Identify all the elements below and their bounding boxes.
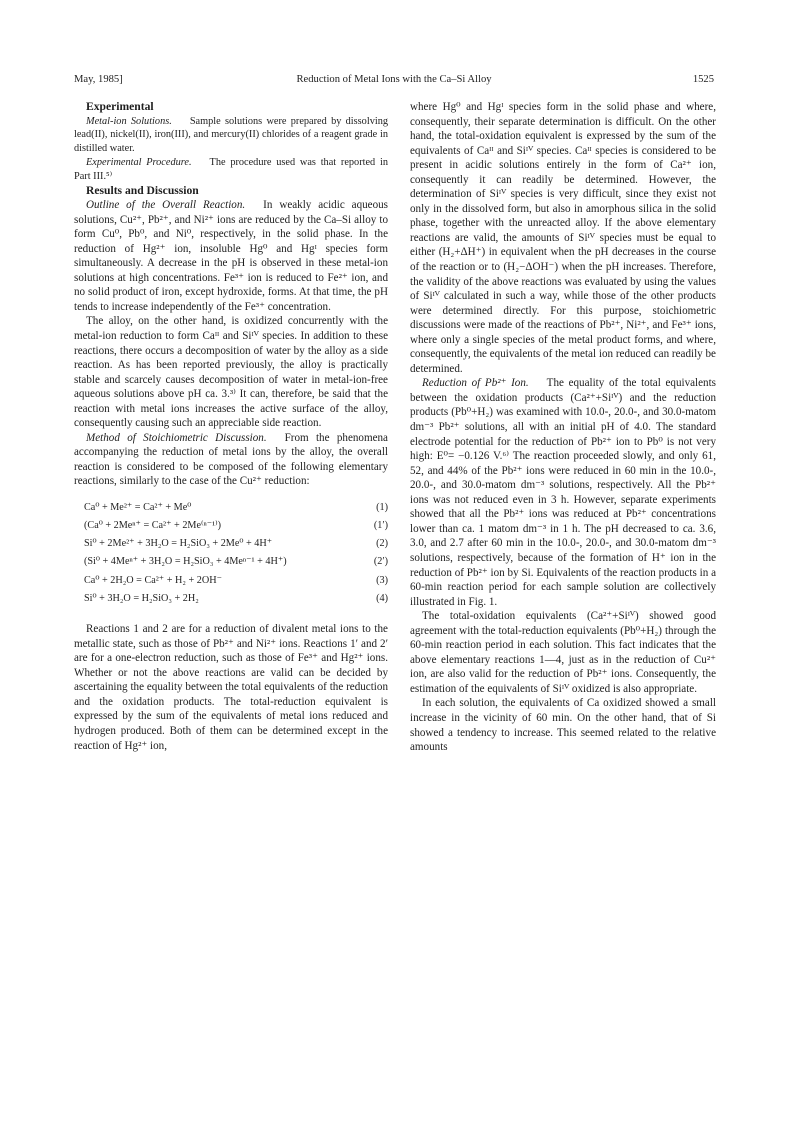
equation-expr: Si⁰ + 2Me²⁺ + 3H₂O = H₂SiO₃ + 2Me⁰ + 4H⁺ bbox=[84, 538, 273, 550]
equation-block bbox=[84, 499, 388, 608]
paragraph-text: The procedure used was that reported in Part III.⁵⁾ bbox=[74, 156, 388, 182]
page-number: 1525 bbox=[692, 74, 714, 85]
equation-number: (4) bbox=[376, 592, 388, 604]
paragraph-outline bbox=[74, 198, 388, 314]
header-date: May, 1985] bbox=[74, 74, 123, 85]
paragraph-metal-ion-solutions bbox=[74, 115, 388, 156]
equation-expr: Si⁰ + 3H₂O = H₂SiO₃ + 2H₂ bbox=[84, 592, 199, 604]
paragraph-method bbox=[74, 431, 388, 489]
left-column bbox=[74, 100, 388, 753]
runin-heading: Experimental Procedure. bbox=[86, 156, 192, 168]
equation-row bbox=[84, 535, 388, 553]
equation-expr: (Ca⁰ + 2Meⁿ⁺ = Ca²⁺ + 2Me⁽ⁿ⁻¹⁾) bbox=[84, 520, 222, 532]
runin-heading: Outline of the Overall Reaction. bbox=[86, 199, 246, 212]
paragraph-procedure bbox=[74, 156, 388, 184]
runin-heading: Metal-ion Solutions. bbox=[86, 115, 172, 127]
paragraph-text: Sample solutions were prepared by dissolving lead(II), nickel(II), iron(III), and mercury(II) chlorides of a reagent grade in distilled water. bbox=[74, 115, 388, 155]
equation-row bbox=[84, 499, 388, 517]
equation-number: (2′) bbox=[373, 556, 388, 568]
equation-number: (1) bbox=[376, 501, 388, 513]
paragraph-alloy: The alloy, on the other hand, is oxidized concurrently with the metal-ion reduction to form Caᴵᴵ and Siᴵⱽ species. In addition to these reactions, there occurs a decomposition of water by the alloy as a side reaction. As has been reported previously, the alloy is practically stable and scarcely causes decomposition of water in metal-ion-free aqueous solutions above pH ca. 3.³⁾ It can, therefore, be said that the reaction with metal ions increases the active surface of the alloy, consequently causing such an appreciable side reaction. bbox=[74, 315, 388, 430]
equation-row bbox=[84, 572, 388, 590]
equation-expr: (Si⁰ + 4Meⁿ⁺ + 3H₂O = H₂SiO₃ + 4Meⁿ⁻¹ + 4H⁺) bbox=[84, 556, 287, 568]
runin-heading: Reduction of Pb²⁺ Ion. bbox=[422, 377, 529, 390]
paragraph-text: The equality of the total equivalents between the oxidation products (Ca²⁺+Siᴵⱽ) and the reduction products (Pb⁰+H₂) was examined with 10.0-, 20.0-, and 30.0-matom dm⁻³ Pb²⁺ solutions, all with an initial pH of 4.0. The standard electrode potential for the reduction of Pb²⁺ ion to Pb⁰ is not very high: E⁰= −0.126 V.⁶⁾ The reaction proceeded slowly, and only 61, 52, and 44% of the Pb²⁺ ions were reduced in 60 min in the 10.0-, 20.0-, and 30.0-matom dm⁻³ solutions, respectively. All the Pb²⁺ ions was not reduced even in 3 h. However, separate experiments showed that all the Pb²⁺ ions was reduced at Pb²⁺ concentrations lower than ca. 1 matom dm⁻³ in 1 h. The pH decreased to ca. 3.6, 3.0, and 2.7 after 60 min in the 10.0-, 20.0-, and 30.0-matom dm⁻³ solutions, respectively, because of the formation of H⁺ ion in the reduction of Pb²⁺ ion by Si. Equivalents of the reaction products in a 60-min reaction period for each sample solution are collectively illustrated in Fig. 1. bbox=[410, 377, 716, 608]
section-title-results: Results and Discussion bbox=[86, 183, 199, 197]
runin-heading: Method of Stoichiometric Discussion. bbox=[86, 431, 267, 444]
equation-expr: Ca⁰ + 2H₂O = Ca²⁺ + H₂ + 2OH⁻ bbox=[84, 574, 222, 586]
paragraph-text: In weakly acidic aqueous solutions, Cu²⁺, Pb²⁺, and Ni²⁺ ions are reduced by the Ca–Si alloy to form Cu⁰, Pb⁰, and Ni⁰, respectively, in the solid phase. In the reduction of Hg²⁺ ion, insoluble Hg⁰ and Hgᴵ species form simultaneously. A decrease in the pH is observed in these metal-ion solutions at high concentrations. Fe³⁺ ion is reduced to Fe²⁺ ion, and no solid product of iron, except hydroxide, forms. At that time, the pH tends to increase independently of the Fe³⁺ concentration. bbox=[74, 199, 388, 313]
paragraph-continued: where Hg⁰ and Hgᴵ species form in the solid phase and where, consequently, their separate determination is difficult. On the other hand, the total-oxidation equivalent is expressed by the sum of the equivalents of Caᴵᴵ and Siᴵⱽ species. Caᴵᴵ species is considered to be present in acidic solutions entirely in the form of Ca²⁺ ion, consequently it can readily be determined. However, the determination of Siᴵⱽ species is very difficult, since they exist not only in the dissolved form, but also in amorphous silica in the solid phase, together with the unreacted alloy. If the above elementary reactions are valid, the amounts of Siᴵⱽ species must be equal to either (H₂+ΔH⁺) in equivalent when the pH decreases in the course of the reaction or to (H₂−ΔOH⁻) when the pH increases. Therefore, the validity of the above reactions was evaluated by using the values of Siᴵⱽ calculated in such a way, while those of the other products were determined directly. For this purpose, stoichiometric discussions were made of the reactions of Pb²⁺, Ni²⁺, and Fe³⁺ ions, where only a single species of the metal product forms, and where, consequently, the equivalents of the metal ion reduced can readily be determined. bbox=[410, 101, 716, 375]
header-title: Reduction of Metal Ions with the Ca–Si Alloy bbox=[296, 74, 492, 85]
paragraph-reactions: Reactions 1 and 2 are for a reduction of divalent metal ions to the metallic state, such as those of Pb²⁺ and Ni²⁺ ions. Reactions 1′ and 2′ are for a one-electron reduction, such as those of Fe³⁺ and Hg²⁺ ions. Whether or not the above reactions are valid can be decided by ascertaining the equality between the total equivalents of the reduction and the oxidation products. The total-reduction equivalent is expressed by the sum of the equivalents of metal ions reduced and hydrogen produced. Both of them can be determined except in the reaction of Hg²⁺ ion, bbox=[74, 623, 388, 752]
equation-row bbox=[84, 590, 388, 608]
equation-row bbox=[84, 517, 388, 535]
equation-expr: Ca⁰ + Me²⁺ = Ca²⁺ + Me⁰ bbox=[84, 501, 192, 513]
running-header bbox=[74, 74, 714, 88]
equation-row bbox=[84, 554, 388, 572]
paragraph-text: From the phenomena accompanying the reduction of metal ions by the alloy, the overall reaction is considered to be composed of the following elementary reactions, similarly to the case of the Cu²⁺ reduction: bbox=[74, 431, 388, 488]
equation-number: (1′) bbox=[373, 520, 388, 532]
section-title-experimental: Experimental bbox=[86, 100, 154, 113]
right-column bbox=[410, 100, 716, 755]
paragraph-total-oxidation: The total-oxidation equivalents (Ca²⁺+Siᴵⱽ) showed good agreement with the total-reduction equivalents (Pb⁰+H₂) through the 60-min reaction period in each solution. This fact indicates that the above elementary reactions 1—4, just as in the reduction of Cu²⁺ ion, are also valid for the reduction of Pb²⁺ ions. Consequently, the estimation of the equivalents of Siᴵⱽ oxidized is also appropriate. bbox=[410, 610, 716, 695]
equation-number: (2) bbox=[376, 538, 388, 550]
paragraph-pb-reduction bbox=[410, 376, 716, 609]
equation-number: (3) bbox=[376, 574, 388, 586]
paragraph-each-solution: In each solution, the equivalents of Ca oxidized showed a small increase in the vicinity of 60 min. On the other hand, that of Si showed a tendency to increase. This seemed related to the relative amounts bbox=[410, 697, 716, 754]
